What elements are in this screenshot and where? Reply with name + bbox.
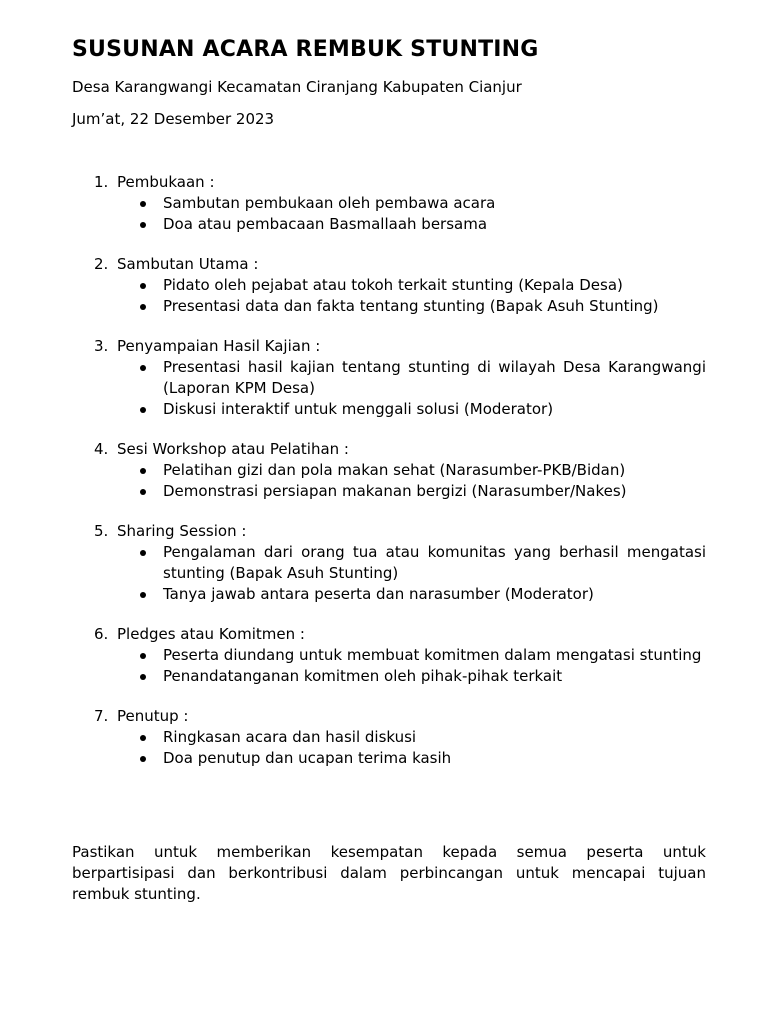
- agenda-item-text: Demonstrasi persiapan makanan bergizi (Narasumber/Nakes): [163, 482, 627, 500]
- section-number: 6.: [94, 625, 109, 643]
- agenda-item: [0, 214, 768, 235]
- bullet-icon: [140, 304, 146, 310]
- bullet-icon: [140, 550, 146, 556]
- section-title: Sharing Session :: [117, 522, 247, 540]
- agenda-item: [0, 542, 768, 584]
- bullet-icon: [140, 365, 146, 371]
- document-subtitle: Desa Karangwangi Kecamatan Ciranjang Kabupaten Cianjur: [72, 78, 522, 96]
- section-number: 1.: [94, 173, 109, 191]
- agenda-item-text: Diskusi interaktif untuk menggali solusi (Moderator): [163, 400, 554, 418]
- agenda-item: [0, 193, 768, 214]
- event-date: Jum’at, 22 Desember 2023: [72, 110, 275, 128]
- agenda-item: [0, 275, 768, 296]
- section-number: 2.: [94, 255, 109, 273]
- agenda-section: [0, 706, 768, 769]
- bullet-icon: [140, 592, 146, 598]
- agenda-item: [0, 357, 768, 399]
- bullet-icon: [140, 283, 146, 289]
- agenda-item: [0, 727, 768, 748]
- agenda-list: [0, 172, 768, 788]
- section-title: Sesi Workshop atau Pelatihan :: [117, 440, 349, 458]
- agenda-item-text: Peserta diundang untuk membuat komitmen dalam mengatasi stunting: [163, 646, 702, 664]
- section-number: 4.: [94, 440, 109, 458]
- section-title: Penyampaian Hasil Kajian :: [117, 337, 321, 355]
- bullet-icon: [140, 653, 146, 659]
- agenda-section: [0, 521, 768, 605]
- closing-paragraph: Pastikan untuk memberikan kesempatan kepada semua peserta untuk berpartisipasi dan berkontribusi dalam perbincangan untuk mencapai tujuan rembuk stunting.: [72, 843, 706, 903]
- bullet-icon: [140, 407, 146, 413]
- agenda-section: [0, 254, 768, 317]
- document-title: SUSUNAN ACARA REMBUK STUNTING: [72, 37, 539, 62]
- bullet-icon: [140, 201, 146, 207]
- bullet-icon: [140, 735, 146, 741]
- agenda-item: [0, 748, 768, 769]
- agenda-item-text: Doa penutup dan ucapan terima kasih: [163, 749, 452, 767]
- agenda-item-text: Pengalaman dari orang tua atau komunitas yang berhasil mengatasi stunting (Bapak Asuh Stunting): [163, 543, 706, 582]
- section-title: Pembukaan :: [117, 173, 215, 191]
- agenda-item-text: Sambutan pembukaan oleh pembawa acara: [163, 194, 496, 212]
- bullet-icon: [140, 756, 146, 762]
- section-number: 7.: [94, 707, 109, 725]
- bullet-icon: [140, 222, 146, 228]
- agenda-item: [0, 645, 768, 666]
- agenda-item: [0, 399, 768, 420]
- section-title: Sambutan Utama :: [117, 255, 259, 273]
- agenda-item: [0, 584, 768, 605]
- agenda-section: [0, 439, 768, 502]
- agenda-item-text: Ringkasan acara dan hasil diskusi: [163, 728, 417, 746]
- section-title: Penutup :: [117, 707, 189, 725]
- agenda-item-text: Penandatanganan komitmen oleh pihak-pihak terkait: [163, 667, 563, 685]
- agenda-item: [0, 666, 768, 687]
- bullet-icon: [140, 674, 146, 680]
- agenda-item-text: Presentasi data dan fakta tentang stunting (Bapak Asuh Stunting): [163, 297, 659, 315]
- agenda-item-text: Tanya jawab antara peserta dan narasumber (Moderator): [163, 585, 594, 603]
- agenda-item: [0, 296, 768, 317]
- section-number: 5.: [94, 522, 109, 540]
- agenda-item-text: Pidato oleh pejabat atau tokoh terkait stunting (Kepala Desa): [163, 276, 623, 294]
- agenda-item-text: Doa atau pembacaan Basmallaah bersama: [163, 215, 488, 233]
- agenda-item: [0, 460, 768, 481]
- agenda-item-text: Pelatihan gizi dan pola makan sehat (Narasumber-PKB/Bidan): [163, 461, 626, 479]
- agenda-section: [0, 172, 768, 235]
- bullet-icon: [140, 468, 146, 474]
- section-title: Pledges atau Komitmen :: [117, 625, 305, 643]
- agenda-section: [0, 624, 768, 687]
- agenda-item-text: Presentasi hasil kajian tentang stunting di wilayah Desa Karangwangi (Laporan KPM Desa): [163, 358, 706, 397]
- agenda-section: [0, 336, 768, 420]
- agenda-item: [0, 481, 768, 502]
- bullet-icon: [140, 489, 146, 495]
- section-number: 3.: [94, 337, 109, 355]
